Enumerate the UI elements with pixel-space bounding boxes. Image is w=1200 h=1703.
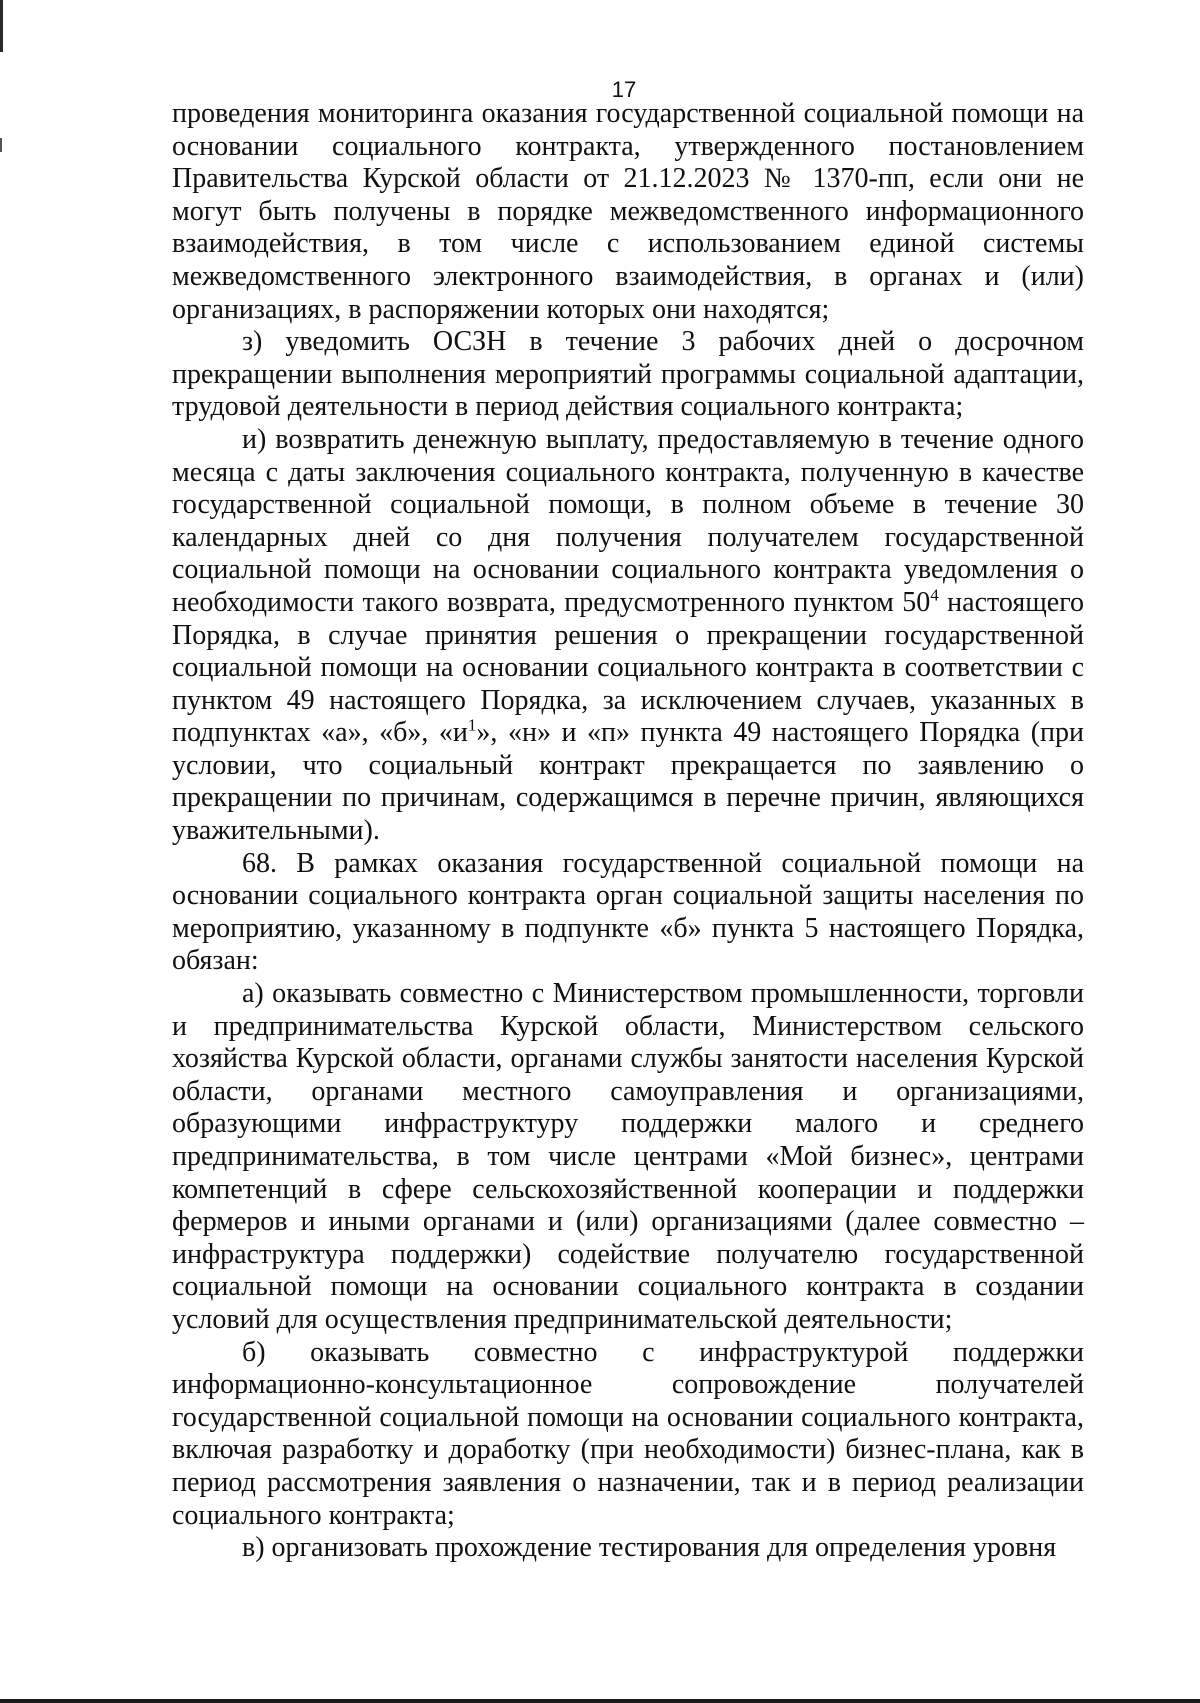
scan-edge-mark [0, 138, 2, 152]
paragraph-subitem-b: б) оказывать совместно с инфраструктурой поддержки информационно-консультационное сопровождение получателей государственной социальной помощи на основании социального контракта, включая разработку и доработку (при необходимости) бизнес-плана, как в период рассмотрения заявления о назначении, так и в период реализации социального контракта; [172, 1336, 1084, 1531]
paragraph-subitem-i-part2: настоящего Порядка, в случае принятия решения о прекращении государственной социальной помощи на основании социального контракта в соответствии с пунктом 49 настоящего Порядка, за исключением случаев, указанных в подпунктах «а», «б», «и [172, 586, 1085, 749]
paragraph-subitem-i [172, 424, 1084, 848]
document-body [172, 98, 1084, 1565]
page-number: 17 [611, 77, 637, 102]
paragraph-subitem-z: з) уведомить ОСЗН в течение 3 рабочих дней о досрочном прекращении выполнения мероприятий программы социальной адаптации, трудовой деятельности в период действия социального контракта; [172, 326, 1084, 423]
paragraph-subitem-a: а) оказывать совместно с Министерством промышленности, торговли и предпринимательства Курской области, Министерством сельского хозяйства Курской области, органами службы занятости населения Курской области, органами местного самоуправления и организациями, образующими инфраструктуру поддержки малого и среднего предпринимательства, в том числе центрами «Мой бизнес», центрами компетенций в сфере сельскохозяйственной кооперации и поддержки фермеров и иными органами и (или) организациями (далее совместно – инфраструктура поддержки) содействие получателю государственной социальной помощи на основании социального контракта в создании условий для осуществления предпринимательской деятельности; [172, 978, 1084, 1335]
paragraph-item-68: 68. В рамках оказания государственной социальной помощи на основании социального контракта орган социальной защиты населения по мероприятию, указанному в подпункте «б» пункта 5 настоящего Порядка, обязан: [172, 847, 1084, 977]
paragraph-subitem-i-part3: », «н» и «п» пункта 49 настоящего Порядка (при условии, что социальный контракт прекращается по заявлению о прекращении по причинам, содержащимся в перечне причин, являющихся уважительными). [172, 717, 1084, 847]
paragraph-subitem-v: в) организовать прохождение тестирования для определения уровня [242, 1532, 1057, 1564]
superscript-1: 1 [467, 715, 477, 735]
paragraph-subitem-i-part1: и) возвратить денежную выплату, предоставляемую в течение одного месяца с даты заключения социального контракта, полученную в качестве государственной социальной помощи, в полном объеме в течение 30 календарных дней со дня получения получателем государственной социальной помощи на основании социального контракта уведомления о необходимости такого возврата, предусмотренного пунктом 50 [172, 423, 1084, 618]
scan-edge-bottom [0, 1699, 1200, 1703]
paragraph-continuation: проведения мониторинга оказания государственной социальной помощи на основании социального контракта, утвержденного постановлением Правительства Курской области от 21.12.2023 № 1370-пп, если они не могут быть получены в порядке межведомственного информационного взаимодействия, в том числе с использованием единой системы межведомственного электронного взаимодействия, в органах и (или) организациях, в распоряжении которых они находятся; [172, 98, 1084, 325]
scan-edge-left [0, 0, 3, 52]
superscript-4: 4 [930, 585, 939, 605]
